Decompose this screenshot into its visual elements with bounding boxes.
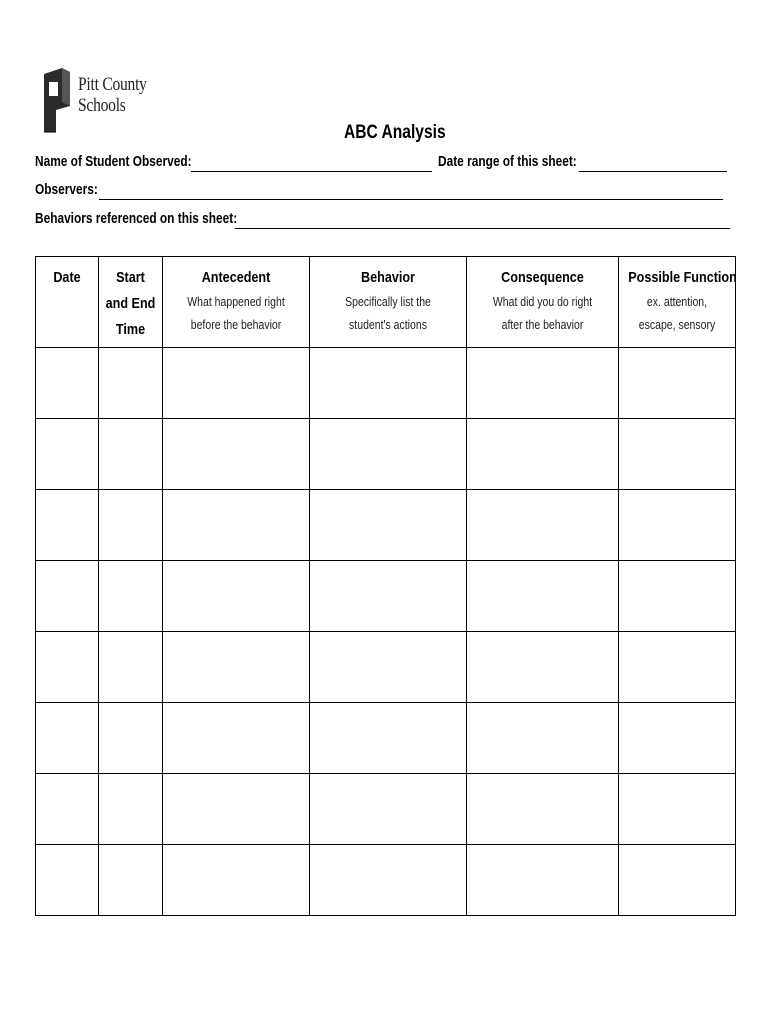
date-cell[interactable] bbox=[36, 490, 99, 561]
function-cell[interactable] bbox=[619, 774, 736, 845]
header-title: Antecedent bbox=[201, 269, 271, 286]
table-row bbox=[36, 845, 736, 916]
date-cell[interactable] bbox=[36, 632, 99, 703]
function-cell[interactable] bbox=[619, 561, 736, 632]
antecedent-cell[interactable] bbox=[163, 490, 310, 561]
table-row bbox=[36, 561, 736, 632]
logo-line-2: Schools bbox=[78, 95, 126, 116]
header-possible-function bbox=[619, 257, 736, 348]
date-cell[interactable] bbox=[36, 845, 99, 916]
consequence-cell[interactable] bbox=[467, 490, 619, 561]
behavior-cell[interactable] bbox=[310, 703, 467, 774]
time-cell[interactable] bbox=[99, 561, 163, 632]
table-row bbox=[36, 774, 736, 845]
header-title: Behavior bbox=[361, 269, 415, 286]
antecedent-cell[interactable] bbox=[163, 632, 310, 703]
function-cell[interactable] bbox=[619, 348, 736, 419]
consequence-cell[interactable] bbox=[467, 703, 619, 774]
date-cell[interactable] bbox=[36, 703, 99, 774]
date-range-label: Date range of this sheet: bbox=[438, 154, 577, 170]
behavior-cell[interactable] bbox=[310, 348, 467, 419]
header-subtitle: ex. attention, escape, sensory bbox=[638, 295, 716, 332]
header-subtitle: What happened right before the behavior bbox=[187, 295, 285, 332]
time-cell[interactable] bbox=[99, 348, 163, 419]
observers-field[interactable] bbox=[99, 199, 723, 200]
table-row bbox=[36, 703, 736, 774]
date-range-field[interactable] bbox=[579, 171, 727, 172]
antecedent-cell[interactable] bbox=[163, 703, 310, 774]
table-row bbox=[36, 490, 736, 561]
antecedent-cell[interactable] bbox=[163, 845, 310, 916]
time-cell[interactable] bbox=[99, 703, 163, 774]
header-start-end-time bbox=[99, 257, 163, 348]
student-name-label: Name of Student Observed: bbox=[35, 154, 192, 170]
consequence-cell[interactable] bbox=[467, 774, 619, 845]
header-title: Consequence bbox=[501, 269, 584, 286]
time-cell[interactable] bbox=[99, 419, 163, 490]
time-cell[interactable] bbox=[99, 774, 163, 845]
function-cell[interactable] bbox=[619, 419, 736, 490]
behavior-cell[interactable] bbox=[310, 845, 467, 916]
header-subtitle: Specifically list the student's actions bbox=[345, 295, 431, 332]
date-cell[interactable] bbox=[36, 774, 99, 845]
behaviors-field[interactable] bbox=[235, 228, 730, 229]
behavior-cell[interactable] bbox=[310, 632, 467, 703]
antecedent-cell[interactable] bbox=[163, 348, 310, 419]
consequence-cell[interactable] bbox=[467, 632, 619, 703]
header-consequence bbox=[467, 257, 619, 348]
function-cell[interactable] bbox=[619, 632, 736, 703]
date-cell[interactable] bbox=[36, 561, 99, 632]
table-row bbox=[36, 632, 736, 703]
time-cell[interactable] bbox=[99, 845, 163, 916]
consequence-cell[interactable] bbox=[467, 348, 619, 419]
behavior-cell[interactable] bbox=[310, 419, 467, 490]
header-title: Possible Function bbox=[628, 269, 737, 286]
observers-row bbox=[35, 182, 735, 202]
table-header-row bbox=[36, 257, 736, 348]
header-subtitle: What did you do right after the behavior bbox=[492, 295, 593, 332]
student-name-row bbox=[35, 154, 735, 174]
function-cell[interactable] bbox=[619, 703, 736, 774]
date-cell[interactable] bbox=[36, 419, 99, 490]
header-date bbox=[36, 257, 99, 348]
header-title: Start and End Time bbox=[105, 269, 156, 338]
abc-analysis-table bbox=[35, 256, 736, 916]
behaviors-label: Behaviors referenced on this sheet: bbox=[35, 211, 238, 227]
behaviors-row bbox=[35, 211, 735, 231]
header-antecedent bbox=[163, 257, 310, 348]
behavior-cell[interactable] bbox=[310, 490, 467, 561]
header-title: Date bbox=[53, 269, 81, 286]
consequence-cell[interactable] bbox=[467, 561, 619, 632]
student-name-field[interactable] bbox=[191, 171, 432, 172]
consequence-cell[interactable] bbox=[467, 419, 619, 490]
function-cell[interactable] bbox=[619, 845, 736, 916]
logo-line-1: Pitt County bbox=[78, 74, 147, 95]
function-cell[interactable] bbox=[619, 490, 736, 561]
page-title: ABC Analysis bbox=[344, 122, 446, 143]
antecedent-cell[interactable] bbox=[163, 774, 310, 845]
behavior-cell[interactable] bbox=[310, 561, 467, 632]
behavior-cell[interactable] bbox=[310, 774, 467, 845]
antecedent-cell[interactable] bbox=[163, 419, 310, 490]
header-behavior bbox=[310, 257, 467, 348]
date-cell[interactable] bbox=[36, 348, 99, 419]
observers-label: Observers: bbox=[35, 182, 98, 198]
time-cell[interactable] bbox=[99, 632, 163, 703]
table-row bbox=[36, 348, 736, 419]
time-cell[interactable] bbox=[99, 490, 163, 561]
antecedent-cell[interactable] bbox=[163, 561, 310, 632]
table-body bbox=[36, 348, 736, 916]
logo-text bbox=[78, 74, 147, 116]
consequence-cell[interactable] bbox=[467, 845, 619, 916]
table-row bbox=[36, 419, 736, 490]
